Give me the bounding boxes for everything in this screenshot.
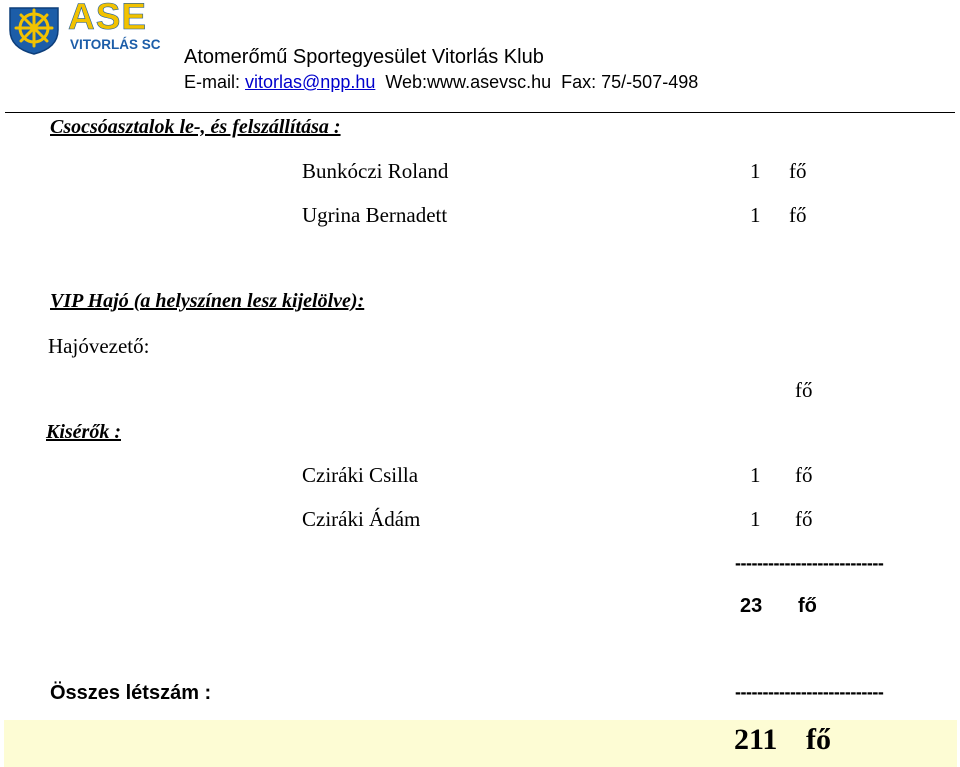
driver-unit: fő [795, 378, 813, 402]
contact-spacer [551, 72, 561, 92]
fax-text: Fax: 75/-507-498 [561, 72, 699, 92]
boat-driver-label: Hajóvezető: [48, 334, 150, 358]
person-unit: fő [789, 159, 807, 183]
person-count: 1 [750, 507, 761, 531]
brand-logo-text: ASE [68, 0, 148, 37]
section-heading-foosball: Csocsóasztalok le-, és felszállítása : [50, 116, 341, 138]
total-headcount-label: Összes létszám : [50, 682, 212, 704]
section-heading-vip-boat: VIP Hajó (a helyszínen lesz kijelölve): [50, 290, 365, 312]
subtotal-unit: fő [798, 595, 817, 617]
person-name: Cziráki Ádám [302, 507, 421, 531]
total-unit: fő [806, 723, 831, 756]
club-name: Atomerőmű Sportegyesület Vitorlás Klub [184, 46, 544, 68]
contact-spacer [375, 72, 385, 92]
club-logo-icon [6, 2, 62, 56]
person-count: 1 [750, 463, 761, 487]
header-divider [5, 112, 955, 113]
subtotal-separator: --------------------------- [735, 553, 884, 573]
email-link[interactable]: vitorlas@npp.hu [245, 72, 376, 92]
person-name: Bunkóczi Roland [302, 159, 449, 183]
person-name: Cziráki Csilla [302, 463, 419, 487]
brand-subtitle: VITORLÁS SC [70, 37, 161, 52]
subtotal-count: 23 [740, 595, 763, 617]
web-text: Web:www.asevsc.hu [385, 72, 552, 92]
person-name: Ugrina Bernadett [302, 203, 448, 227]
person-unit: fő [795, 507, 813, 531]
total-separator: --------------------------- [735, 682, 884, 702]
escorts-label: Kisérők : [46, 421, 121, 443]
person-count: 1 [750, 159, 761, 183]
person-count: 1 [750, 203, 761, 227]
total-count: 211 [734, 723, 778, 756]
contact-line [184, 72, 698, 93]
person-unit: fő [795, 463, 813, 487]
person-unit: fő [789, 203, 807, 227]
email-label: E-mail: [184, 72, 246, 92]
